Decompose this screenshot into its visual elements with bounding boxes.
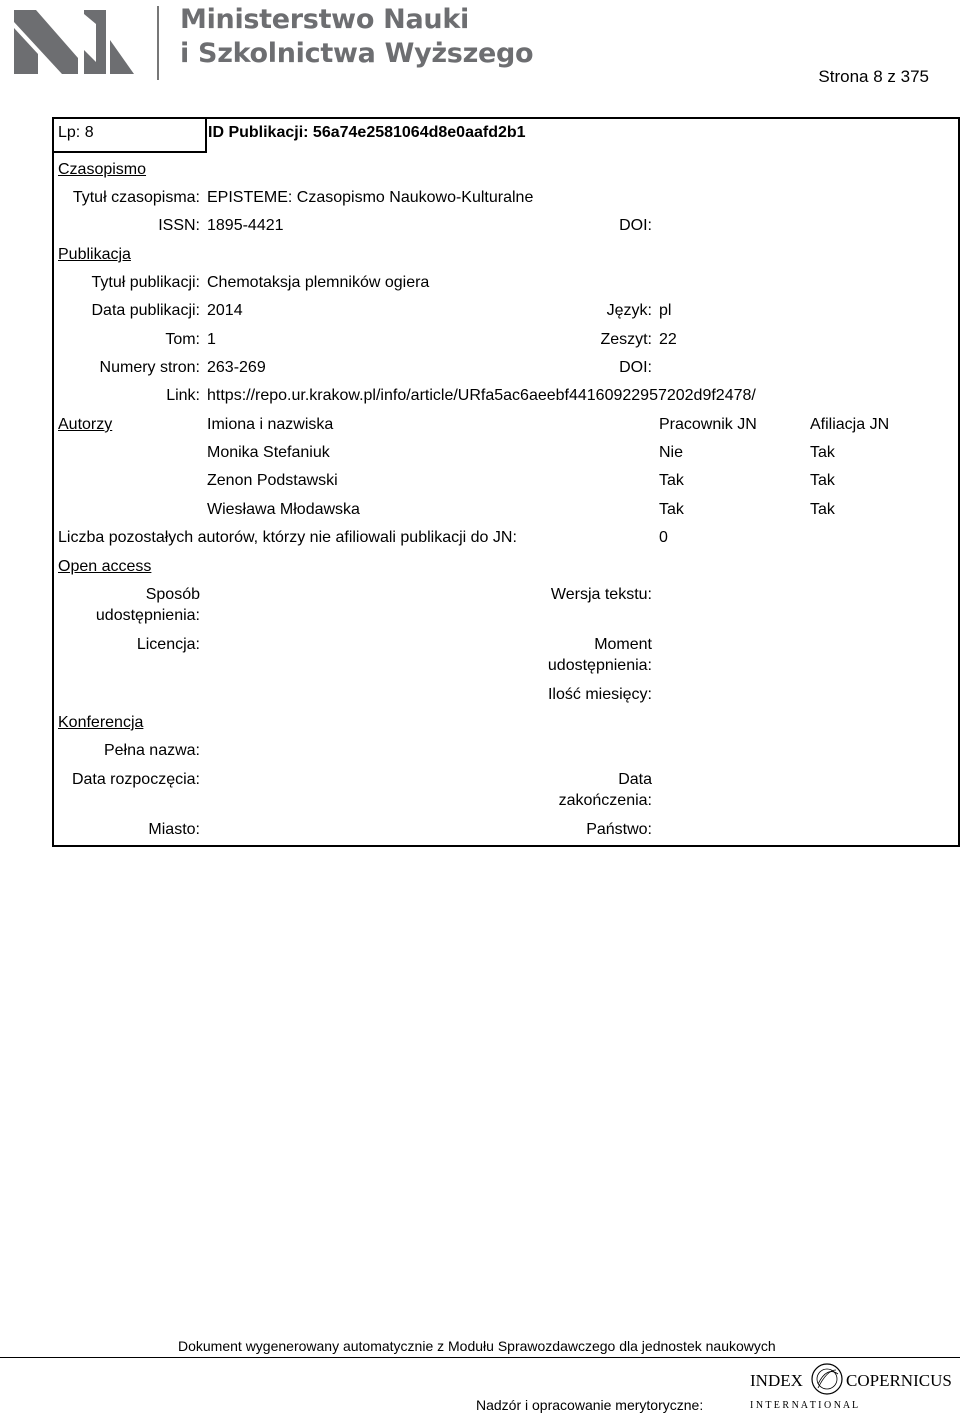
lp-value: 8	[84, 124, 94, 141]
footer-supervision-text: Nadzór i opracowanie merytoryczne:	[476, 1397, 704, 1413]
section-publication: Publikacja	[58, 246, 131, 263]
ic-text-international: I N T E R N A T I O N A L	[750, 1400, 859, 1411]
ic-text-index: INDEX	[750, 1371, 803, 1390]
lang-value: pl	[659, 302, 672, 319]
authors-col-names: Imiona i nazwiska	[207, 416, 334, 433]
author-name: Zenon Podstawski	[207, 472, 338, 489]
section-authors: Autorzy	[58, 416, 113, 433]
issn-label: ISSN:	[158, 217, 200, 234]
oa-mode-label-1: Sposób	[145, 586, 200, 603]
lang-label: Język:	[606, 302, 652, 319]
pub-title-value: Chemotaksja plemników ogiera	[207, 274, 430, 291]
journal-title-label: Tytuł czasopisma:	[72, 189, 200, 206]
link-value[interactable]: https://repo.ur.krakow.pl/info/article/URfa5ac6aeebf44160922957202d9f2478/	[207, 387, 756, 404]
ic-text-copernicus: COPERNICUS	[846, 1371, 952, 1390]
section-open-access: Open access	[58, 558, 152, 575]
remaining-authors-label: Liczba pozostałych autorów, którzy nie afiliowali publikacji do JN:	[58, 529, 517, 546]
section-journal: Czasopismo	[58, 161, 147, 178]
publication-id	[208, 123, 526, 143]
oa-version-label: Wersja tekstu:	[550, 586, 652, 603]
conf-end-label-2: zakończenia:	[558, 792, 652, 809]
author-employee: Tak	[659, 501, 684, 518]
oa-moment-label-2: udostępnienia:	[547, 657, 652, 674]
oa-moment-label-1: Moment	[594, 636, 652, 653]
ministry-name-line1: Ministerstwo Nauki	[180, 4, 469, 35]
remaining-authors-value: 0	[659, 529, 668, 546]
conf-city-label: Miasto:	[148, 821, 200, 838]
pub-date-value: 2014	[207, 302, 243, 319]
lp-field	[58, 123, 94, 143]
link-label: Link:	[166, 387, 200, 404]
page-number: Strona 8 z 375	[818, 67, 929, 86]
footer-generated-text: Dokument wygenerowany automatycznie z Modułu Sprawozdawczego dla jednostek naukowych	[178, 1338, 776, 1354]
ic-emblem-icon	[812, 1364, 842, 1394]
ministry-logo	[14, 10, 134, 74]
issue-value: 22	[659, 331, 677, 348]
author-affiliation: Tak	[810, 444, 835, 461]
issue-label: Zeszyt:	[600, 331, 652, 348]
pub-doi-label: DOI:	[619, 359, 652, 376]
conf-start-label: Data rozpoczęcia:	[71, 771, 200, 788]
authors-col-affiliation: Afiliacja JN	[810, 416, 890, 433]
journal-doi-label: DOI:	[619, 217, 652, 234]
author-affiliation: Tak	[810, 501, 835, 518]
volume-value: 1	[207, 331, 216, 348]
conf-country-label: Państwo:	[586, 821, 652, 838]
issn-value: 1895-4421	[207, 217, 284, 234]
journal-title-value: EPISTEME: Czasopismo Naukowo-Kulturalne	[207, 189, 534, 206]
oa-license-label: Licencja:	[136, 636, 200, 653]
index-copernicus-logo	[748, 1362, 958, 1412]
section-conference: Konferencja	[58, 714, 144, 731]
volume-label: Tom:	[165, 331, 200, 348]
id-label: ID Publikacji:	[208, 124, 309, 141]
author-employee: Nie	[659, 444, 684, 461]
pub-title-label: Tytuł publikacji:	[91, 274, 200, 291]
pages-value: 263-269	[207, 359, 266, 376]
conf-fullname-label: Pełna nazwa:	[103, 742, 200, 759]
id-value: 56a74e2581064d8e0aafd2b1	[312, 124, 526, 141]
pages-label: Numery stron:	[99, 359, 200, 376]
pub-date-label: Data publikacji:	[91, 302, 200, 319]
authors-col-employee: Pracownik JN	[659, 416, 757, 433]
author-name: Wiesława Młodawska	[207, 501, 360, 518]
lp-label: Lp:	[58, 124, 81, 141]
ministry-name-line2: i Szkolnictwa Wyższego	[180, 38, 534, 69]
author-name: Monika Stefaniuk	[207, 444, 330, 461]
conf-end-label-1: Data	[618, 771, 652, 788]
author-employee: Tak	[659, 472, 684, 489]
author-affiliation: Tak	[810, 472, 835, 489]
oa-months-label: Ilość miesięcy:	[547, 686, 652, 703]
header-separator	[157, 6, 159, 80]
footer-divider	[0, 1357, 960, 1358]
oa-mode-label-2: udostępnienia:	[95, 607, 200, 624]
